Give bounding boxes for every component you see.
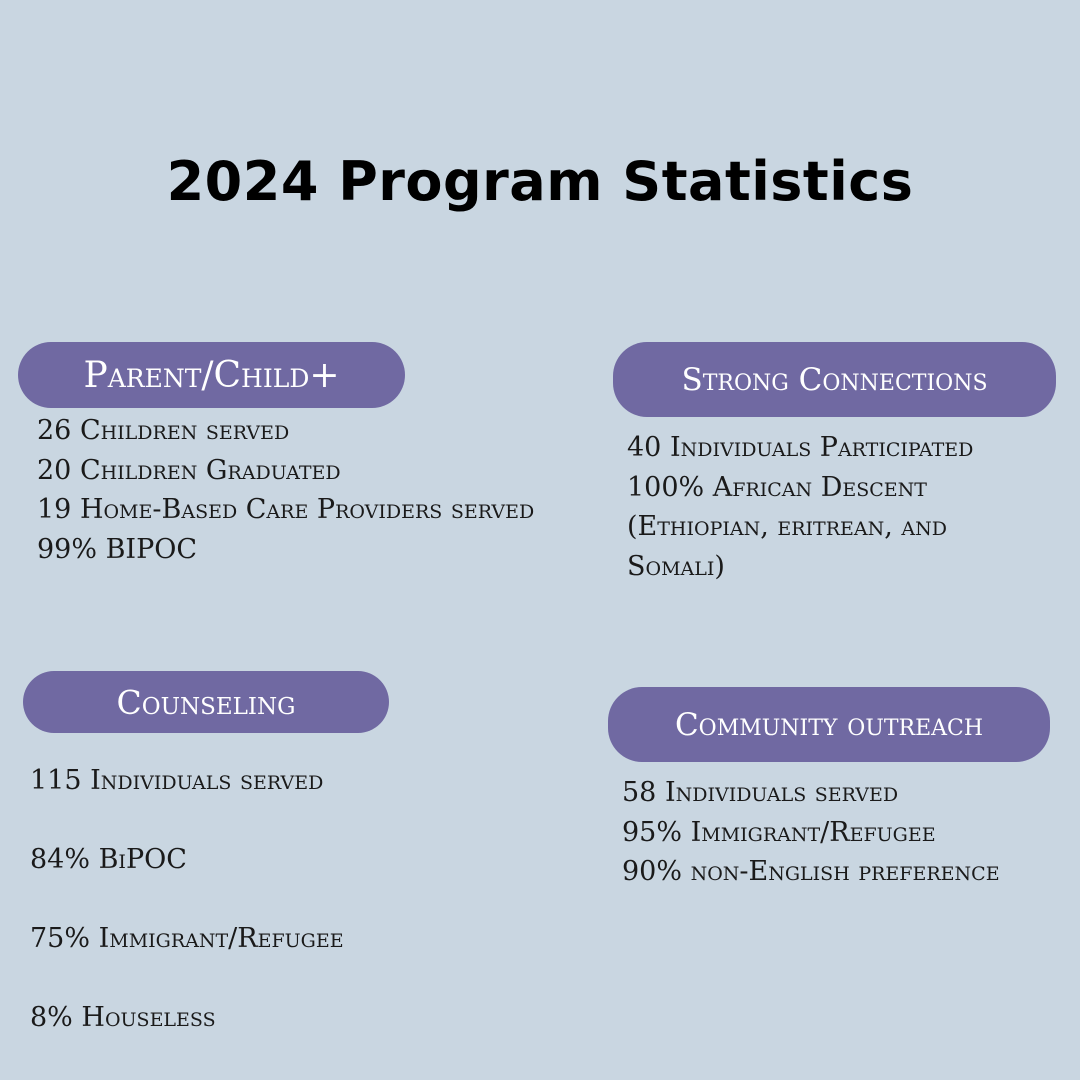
stat-item: 99% BIPOC [37,533,198,565]
counseling-heading: Counseling [23,671,389,733]
stat-item: 90% non-English preference [622,856,1000,887]
stat-item: 8% Houseless [30,1002,216,1033]
counseling-stats [30,741,344,1057]
stat-item: 84% BiPOC [30,844,187,875]
community-outreach-stats [622,773,1000,892]
stat-item: 115 Individuals served [30,765,324,796]
strong-connections-stats [627,428,973,586]
parent-child-stats [37,411,534,569]
stat-item: 26 Children served [37,415,290,446]
stat-item: 100% African Descent [627,471,927,503]
page-title: 2024 Program Statistics [166,150,914,213]
stat-item: 20 Children Graduated [37,454,341,486]
stat-item: 40 Individuals Participated [627,432,974,463]
stat-item: 95% Immigrant/Refugee [622,816,936,848]
community-outreach-heading: Community outreach [608,687,1050,762]
stat-item: (Ethiopian, eritrean, and [627,511,947,542]
strong-connections-heading: Strong Connections [613,342,1056,417]
stat-item: 58 Individuals served [622,777,899,808]
stat-item: 75% Immigrant/Refugee [30,923,344,954]
stat-item: 19 Home-Based Care Providers served [37,494,535,525]
stat-item: Somali) [627,550,725,582]
parent-child-heading: Parent/Child+ [18,342,405,408]
